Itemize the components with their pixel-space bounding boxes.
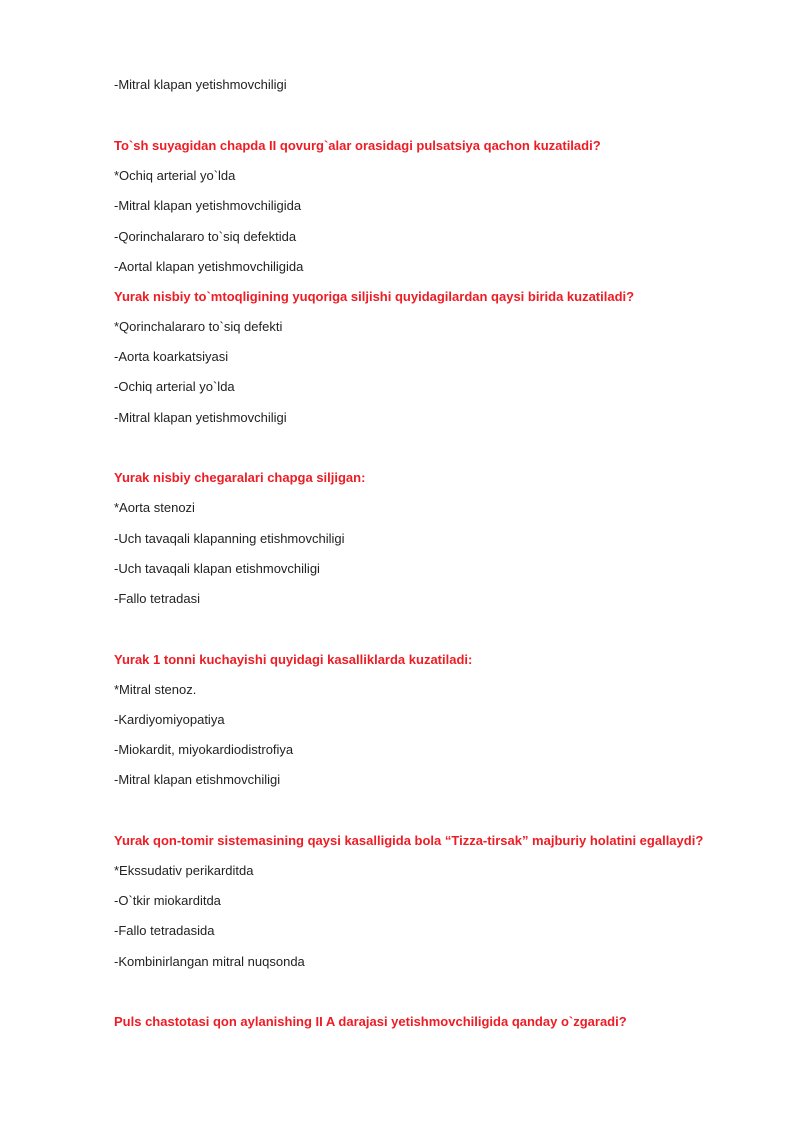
answer-option: -Mitral klapan yetishmovchiligida (114, 198, 302, 213)
question-text: To`sh suyagidan chapda II qovurg`alar orasidagi pulsatsiya qachon kuzatiladi? (114, 138, 601, 153)
answer-option: -Ochiq arterial yo`lda (114, 379, 235, 394)
answer-option: *Aorta stenozi (114, 500, 195, 515)
answer-option: -O`tkir miokarditda (114, 893, 221, 908)
answer-option: -Kombinirlangan mitral nuqsonda (114, 954, 305, 969)
answer-option: -Mitral klapan yetishmovchiligi (114, 410, 287, 425)
answer-option: -Uch tavaqali klapanning etishmovchiligi (114, 531, 345, 546)
question-text: Yurak qon-tomir sistemasining qaysi kasalligida bola “Tizza-tirsak” majburiy holatini egallaydi? (114, 833, 704, 848)
answer-option: -Aortal klapan yetishmovchiligida (114, 259, 304, 274)
answer-option: *Mitral stenoz. (114, 682, 197, 697)
answer-option: -Aorta koarkatsiyasi (114, 349, 229, 364)
answer-option: -Mitral klapan etishmovchiligi (114, 772, 281, 787)
answer-option: -Fallo tetradasi (114, 591, 200, 606)
answer-option: *Ekssudativ perikarditda (114, 863, 254, 878)
answer-option: -Uch tavaqali klapan etishmovchiligi (114, 561, 320, 576)
answer-option: -Kardiyomiyopatiya (114, 712, 225, 727)
question-text: Puls chastotasi qon aylanishing II A darajasi yetishmovchiligida qanday o`zgaradi? (114, 1014, 627, 1029)
answer-option: -Mitral klapan yetishmovchiligi (114, 77, 287, 92)
question-text: Yurak nisbiy to`mtoqligining yuqoriga siljishi quyidagilardan qaysi birida kuzatiladi? (114, 289, 635, 304)
question-text: Yurak nisbiy chegaralari chapga siljigan: (114, 470, 366, 485)
answer-option: -Miokardit, miyokardiodistrofiya (114, 742, 294, 757)
answer-option: *Ochiq arterial yo`lda (114, 168, 236, 183)
answer-option: *Qorinchalararo to`siq defekti (114, 319, 283, 334)
answer-option: -Fallo tetradasida (114, 923, 215, 938)
answer-option: -Qorinchalararo to`siq defektida (114, 229, 297, 244)
question-text: Yurak 1 tonni kuchayishi quyidagi kasalliklarda kuzatiladi: (114, 652, 473, 667)
